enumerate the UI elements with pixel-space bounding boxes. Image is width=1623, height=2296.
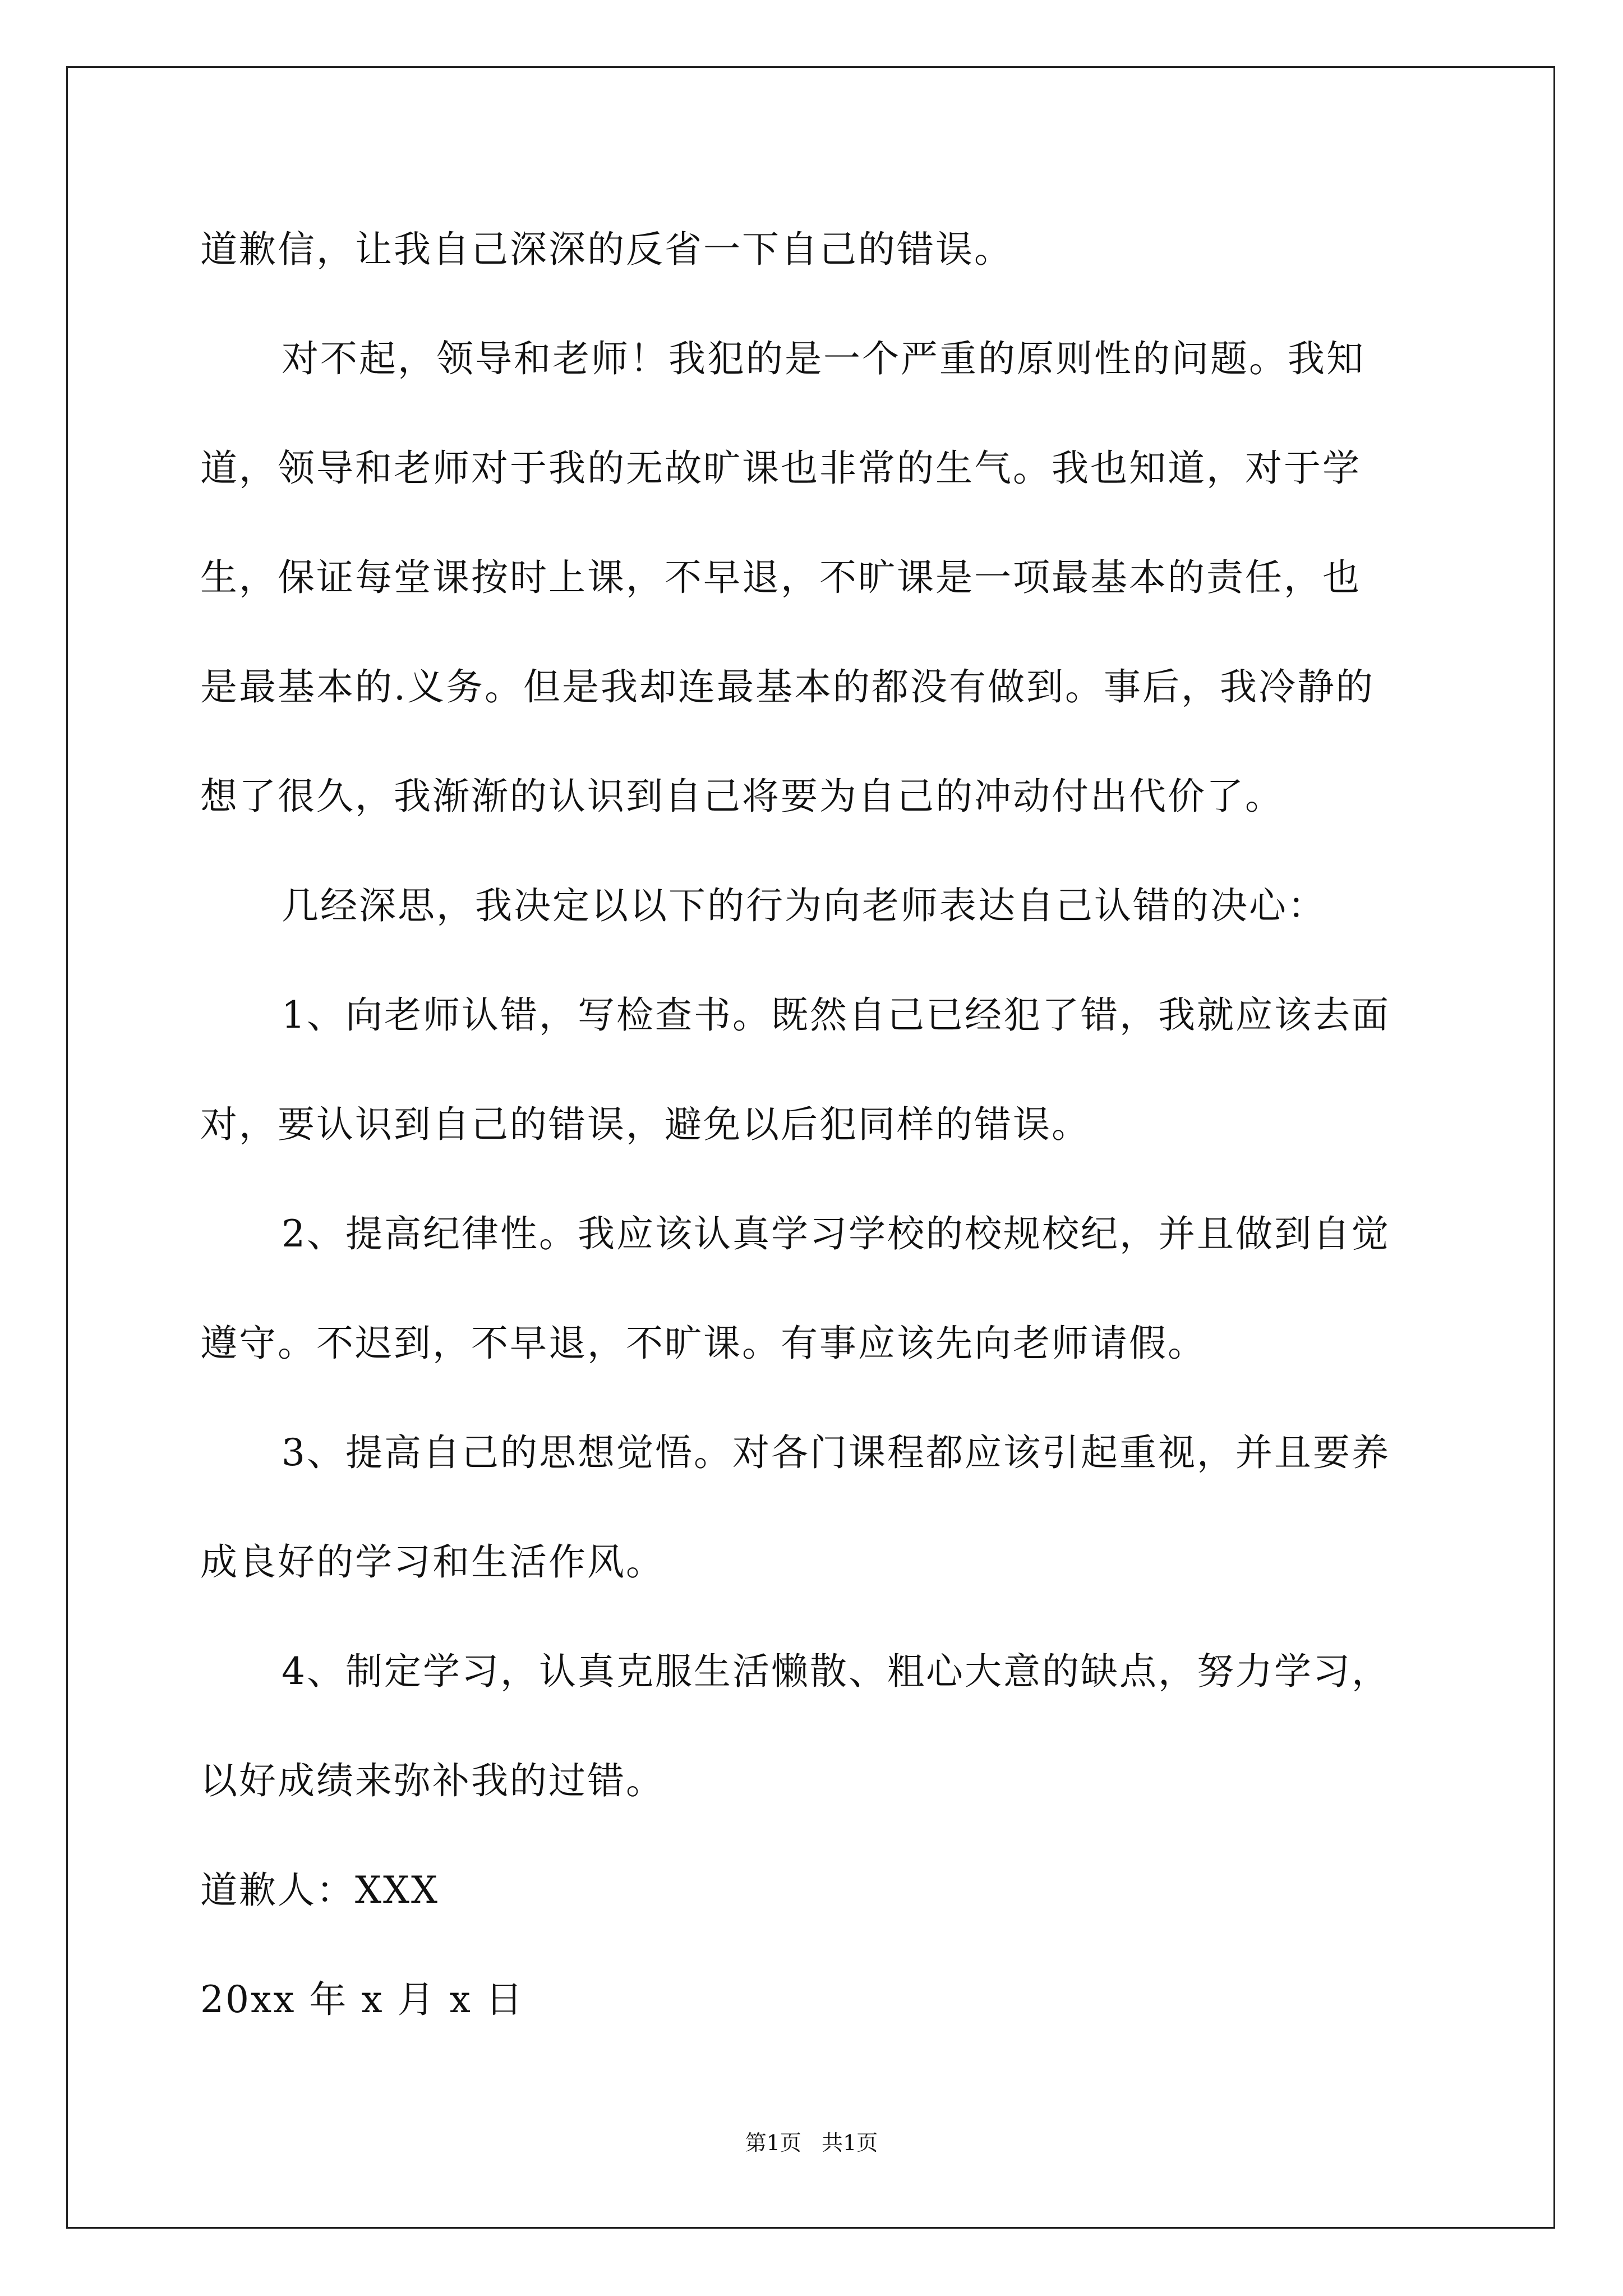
body-line: 对，要认识到自己的错误，避免以后犯同样的错误。 [200, 1103, 1090, 1146]
list-item-line: 3、提高自己的思想觉悟。对各门课程都应该引起重视，并且要养 [282, 1431, 1390, 1474]
body-line: 遵守。不迟到，不早退，不旷课。有事应该先向老师请假。 [200, 1322, 1206, 1365]
list-item-line: 4、制定学习，认真克服生活懒散、粗心大意的缺点，努力学习， [282, 1650, 1390, 1693]
paragraph-line: 对不起，领导和老师！我犯的是一个严重的原则性的问题。我知 [282, 337, 1365, 380]
list-item-line: 1、向老师认错，写检查书。既然自己已经犯了错，我就应该去面 [282, 993, 1390, 1037]
body-line: 道歉信，让我自己深深的反省一下自己的错误。 [200, 228, 1013, 271]
date-line: 20xx 年 x 月 x 日 [200, 1978, 524, 2021]
body-line: 生，保证每堂课按时上课，不早退，不旷课是一项最基本的责任，也 [200, 556, 1361, 599]
paragraph-line: 几经深思，我决定以以下的行为向老师表达自己认错的决心： [282, 884, 1326, 927]
body-line: 以好成绩来弥补我的过错。 [200, 1759, 665, 1802]
body-line: 道，领导和老师对于我的无故旷课也非常的生气。我也知道，对于学 [200, 447, 1361, 490]
list-item-line: 2、提高纪律性。我应该认真学习学校的校规校纪，并且做到自觉 [282, 1212, 1390, 1255]
body-line: 是最基本的.义务。但是我却连最基本的都没有做到。事后，我冷静的 [200, 665, 1375, 708]
signature-line: 道歉人：XXX [200, 1869, 439, 1912]
body-line: 想了很久，我渐渐的认识到自己将要为自己的冲动付出代价了。 [200, 775, 1284, 818]
page-number: 第1页 共1页 [745, 2131, 878, 2155]
body-line: 成良好的学习和生活作风。 [200, 1540, 665, 1584]
